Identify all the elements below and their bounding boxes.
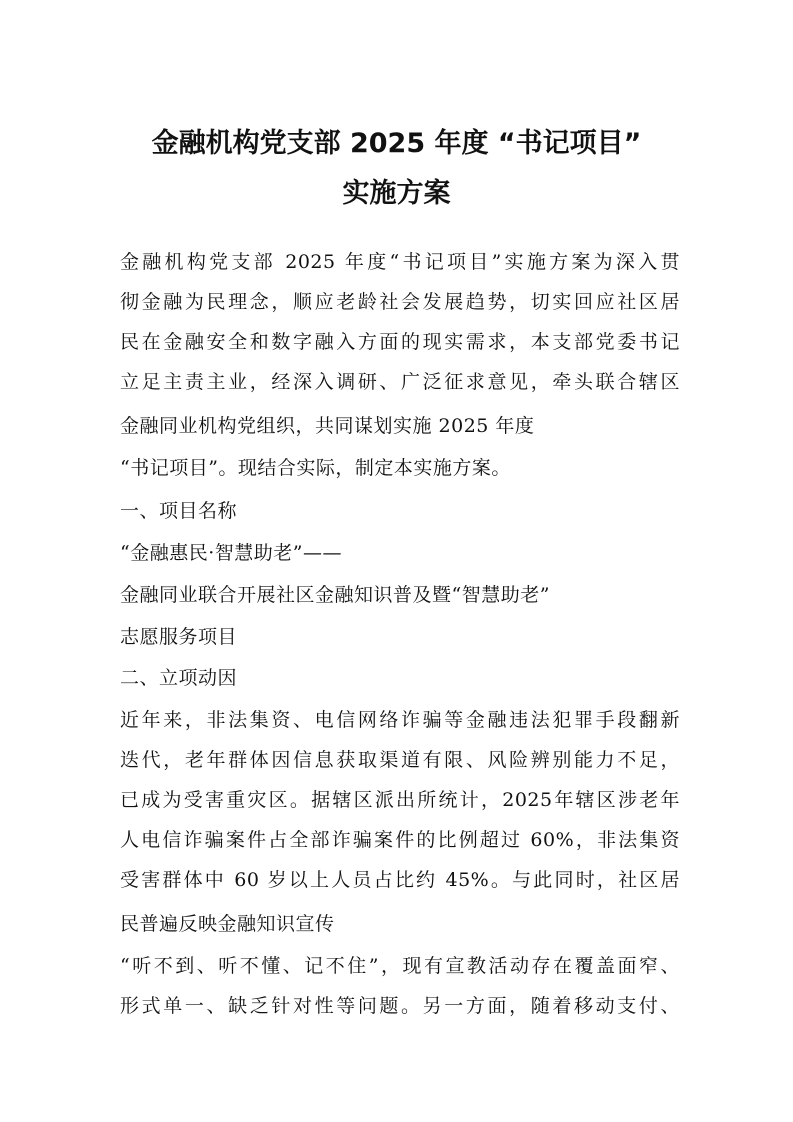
paragraph-line: 已成为受害重灾区。据辖区派出所统计，2025年辖区涉老年 xyxy=(120,789,680,811)
project-name-line: “金融惠民·智慧助老”—— xyxy=(120,542,342,564)
project-name-line: 金融同业联合开展社区金融知识普及暨“智慧助老” xyxy=(120,584,550,606)
paragraph-line: 迭代，老年群体因信息获取渠道有限、风险辨别能力不足， xyxy=(120,749,680,771)
section-heading: 二、立项动因 xyxy=(120,667,238,689)
paragraph-line: 近年来，非法集资、电信网络诈骗等金融违法犯罪手段翻新 xyxy=(120,709,680,731)
paragraph-line: 受害群体中 60 岁以上人员占比约 45%。与此同时，社区居 xyxy=(120,869,680,891)
paragraph-line: “书记项目”。现结合实际，制定本实施方案。 xyxy=(120,457,511,479)
paragraph-line: 形式单一、缺乏针对性等问题。另一方面，随着移动支付、 xyxy=(120,995,680,1017)
paragraph-line: 金融同业机构党组织，共同谋划实施 2025 年度 xyxy=(120,415,535,437)
paragraph-line: 人电信诈骗案件占全部诈骗案件的比例超过 60%，非法集资 xyxy=(120,829,680,851)
section-heading: 一、项目名称 xyxy=(120,500,238,522)
paragraph-line: 彻金融为民理念，顺应老龄社会发展趋势，切实回应社区居 xyxy=(120,291,680,313)
paragraph-line: 金融机构党支部 2025 年度“书记项目”实施方案为深入贯 xyxy=(120,251,680,273)
project-name-line: 志愿服务项目 xyxy=(120,626,238,648)
paragraph-line: “听不到、听不懂、记不住”，现有宣教活动存在覆盖面窄、 xyxy=(120,955,680,977)
paragraph-line: 立足主责主业，经深入调研、广泛征求意见，牵头联合辖区 xyxy=(120,371,680,393)
document-title-line-1: 金融机构党支部 2025 年度 “书记项目” xyxy=(151,128,642,159)
document-title-line-2: 实施方案 xyxy=(342,178,451,209)
paragraph-line: 民在金融安全和数字融入方面的现实需求，本支部党委书记 xyxy=(120,331,680,353)
paragraph-line: 民普遍反映金融知识宣传 xyxy=(120,913,335,935)
